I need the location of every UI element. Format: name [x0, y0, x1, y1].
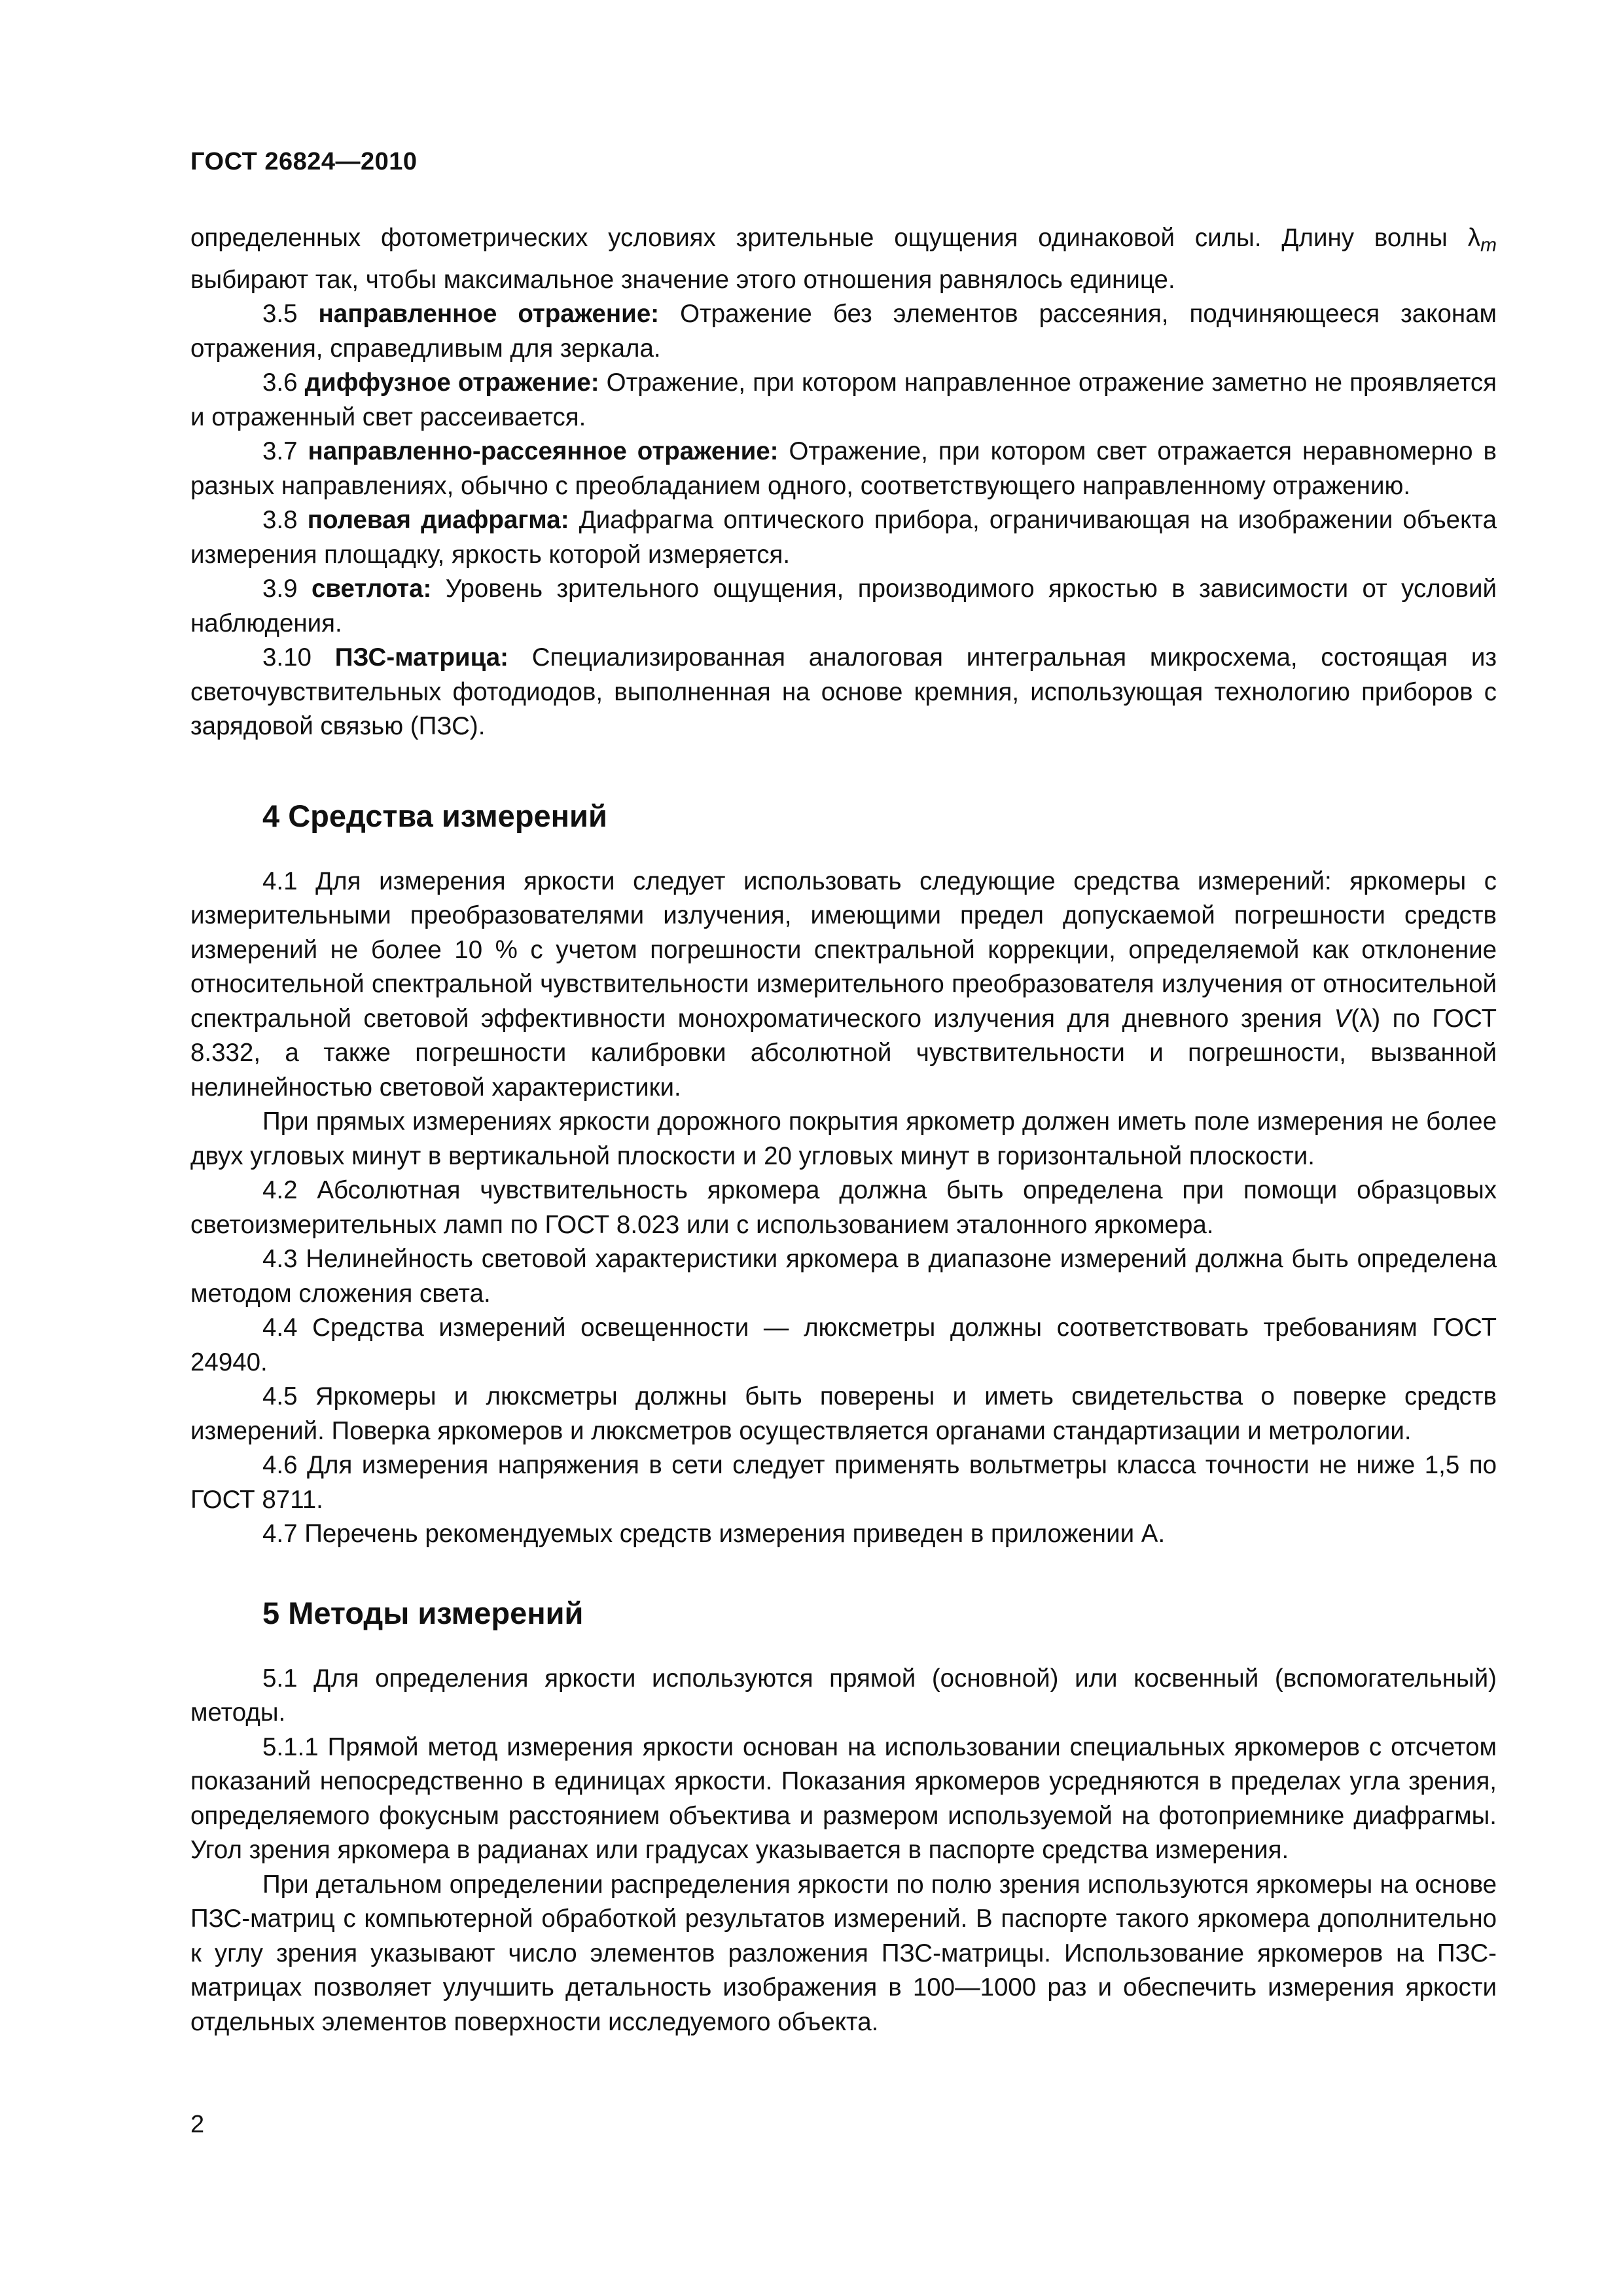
paragraph-4-3: 4.3 Нелинейность световой характеристики яркомера в диапазоне измерений должна быть определена методом сложения света. — [190, 1245, 1497, 1308]
page-number: 2 — [190, 2111, 205, 2138]
paragraph-5-1-1: 5.1.1 Прямой метод измерения яркости основан на использовании специальных яркомеров с отсчетом показаний непосредственно в единицах яркости. Показания яркомеров усредняются в пределах угла зрения, определяемого фокусным расстоянием объектива и размером используемой на фотоприемнике диафрагмы. Угол зрения яркомера в радианах или градусах указывается в паспорте средства измерения. — [190, 1732, 1497, 1864]
document-body — [190, 221, 1497, 2039]
paragraph-4-2: 4.2 Абсолютная чувствительность яркомера должна быть определена при помощи образцовых светоизмерительных ламп по ГОСТ 8.023 или с использованием эталонного яркомера. — [190, 1176, 1497, 1239]
definition-3-6: 3.6 диффузное отражение: Отражение, при котором направленное отражение заметно не проявляется и отраженный свет рассеивается. — [190, 368, 1497, 431]
document-code: ГОСТ 26824—2010 — [190, 148, 418, 175]
definition-3-7: 3.7 направленно-рассеянное отражение: Отражение, при котором свет отражается неравномерно в разных направлениях, обычно с преобладанием одного, соответствующего направленному отражению. — [190, 437, 1497, 500]
section-4-heading: 4 Средства измерений — [262, 798, 607, 833]
term: направленно-рассеянное отражение: — [308, 437, 779, 465]
term: полевая диафрагма: — [307, 506, 569, 534]
section-5-heading: 5 Методы измерений — [262, 1595, 584, 1630]
term: направленное отражение: — [318, 300, 660, 328]
term: диффузное отражение: — [304, 368, 599, 397]
v-symbol: V — [1334, 1004, 1351, 1033]
paragraph-4-7: 4.7 Перечень рекомендуемых средств измерения приведен в приложении А. — [262, 1520, 1166, 1548]
term: светлота: — [311, 575, 432, 603]
definition-3-5: 3.5 направленное отражение: Отражение без элементов рассеяния, подчиняющееся законам отражения, справедливым для зеркала. — [190, 300, 1497, 363]
continuation-paragraph: определенных фотометрических условиях зрительные ощущения одинаковой силы. Длину волны $\lambda_m$ выбирают так, чтобы максимальное значение этого отношения равнялось единице. — [190, 224, 1497, 294]
definition-3-10: 3.10 ПЗС-матрица: Специализированная аналоговая интегральная микросхема, состоящая из светочувствительных фотодиодов, выполненная на основе кремния, использующая технологию приборов с зарядовой связью (ПЗС). — [190, 643, 1497, 740]
paragraph-4-5: 4.5 Яркомеры и люксметры должны быть поверены и иметь свидетельства о поверке средств измерений. Поверка яркомеров и люксметров осуществляется органами стандартизации и метрологии. — [190, 1382, 1497, 1445]
paragraph-4-6: 4.6 Для измерения напряжения в сети следует применять вольтметры класса точности не ниже 1,5 по ГОСТ 8711. — [190, 1451, 1497, 1514]
paragraph-road-luminance: При прямых измерениях яркости дорожного покрытия яркометр должен иметь поле измерения не более двух угловых минут в вертикальной плоскости и 20 угловых минут в горизонтальной плоскости. — [190, 1107, 1497, 1170]
paragraph-ccd-luminance-meters: При детальном определении распределения яркости по полю зрения используются яркомеры на основе ПЗС-матриц с компьютерной обработкой результатов измерений. В паспорте такого яркомера дополнительно к углу зрения указывают число элементов разложения ПЗС-матрицы. Использование яркомеров на ПЗС-матрицах позволяет улучшить детальность изображения в 100—1000 раз и обеспечить измерения яркости отдельных элементов поверхности исследуемого объекта. — [190, 1870, 1497, 2036]
term: ПЗС-матрица: — [334, 643, 508, 672]
definition-3-8: 3.8 полевая диафрагма: Диафрагма оптического прибора, ограничивающая на изображении объекта измерения площадку, яркость которой измеряется. — [190, 506, 1497, 569]
paragraph-4-4: 4.4 Средства измерений освещенности — люксметры должны соответствовать требованиям ГОСТ 24940. — [190, 1314, 1497, 1376]
lambda-symbol: λ — [1467, 224, 1480, 252]
paragraph-5-1: 5.1 Для определения яркости используются прямой (основной) или косвенный (вспомогательный) методы. — [190, 1664, 1497, 1727]
lambda-subscript: m — [1480, 234, 1497, 256]
definition-3-9: 3.9 светлота: Уровень зрительного ощущения, производимого яркостью в зависимости от условий наблюдения. — [190, 575, 1497, 637]
paragraph-4-1: 4.1 Для измерения яркости следует использовать следующие средства измерений: яркомеры с измерительными преобразователями излучения, имеющими предел допускаемой погрешности средств измерений не более 10 % с учетом погрешности спектральной коррекции, определяемой как отклонение относительной спектральной чувствительности измерительного преобразователя излучения от относительной спектральной световой эффективности монохроматического излучения для дневного зрения V(λ) по ГОСТ 8.332, а также погрешности калибровки абсолютной чувствительности и погрешности, вызванной нелинейностью световой характеристики. — [190, 867, 1497, 1102]
